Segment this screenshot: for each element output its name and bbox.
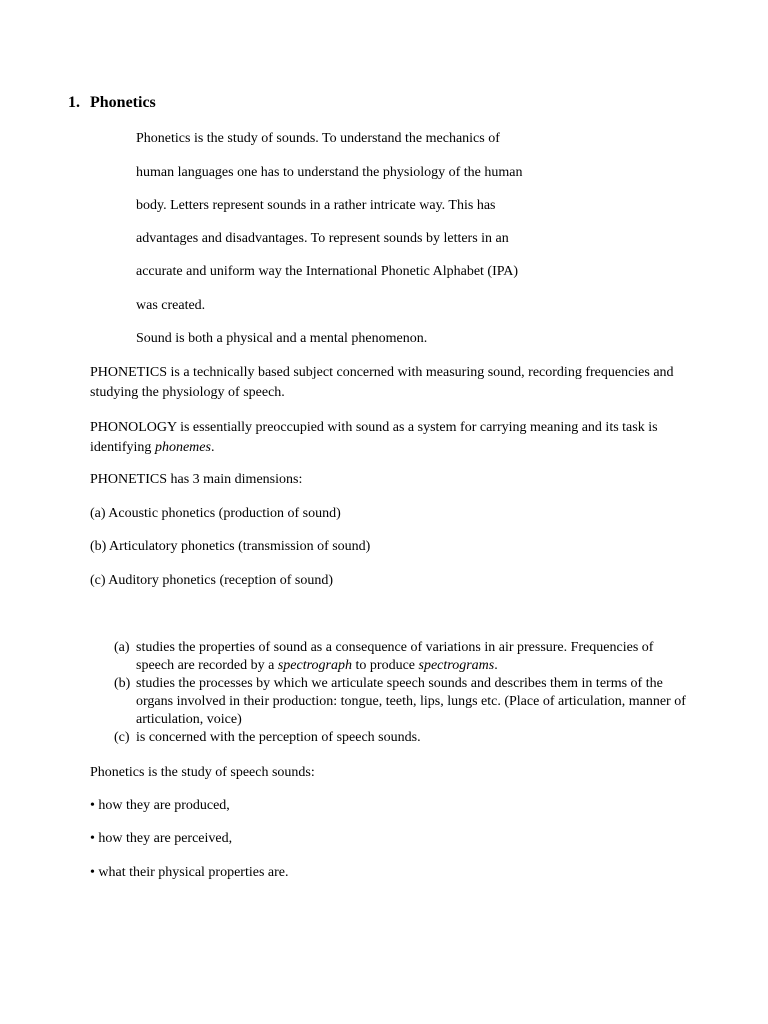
spectrograms-term: spectrograms [418, 658, 495, 673]
list-text: studies the properties of sound as a consequence of variations in air pressure. Frequencies of speech are recorded by a spectrograph to produce spectrograms. [136, 640, 654, 673]
list-text: is concerned with the perception of speech sounds. [136, 730, 421, 745]
bullet-item: • how they are produced, [90, 798, 230, 813]
spectrograph-term: spectrograph [277, 658, 353, 673]
list-item [114, 675, 694, 729]
intro-line: was created. [136, 298, 206, 313]
intro-line: human languages one has to understand the physiology of the human [136, 165, 523, 180]
intro-line: Sound is both a physical and a mental phenomenon. [136, 331, 428, 346]
dimension-item: (a) Acoustic phonetics (production of sound) [90, 506, 341, 521]
intro-line: accurate and uniform way the International Phonetic Alphabet (IPA) [136, 264, 519, 279]
phonology-end: . [210, 440, 215, 455]
list-item [114, 729, 694, 747]
list-marker: (b) [114, 676, 131, 691]
list-text: studies the processes by which we articulate speech sounds and describes them in terms of the organs involved in their production: tongue, teeth, lips, lungs etc. (Place of articulation, manner of articulation, voice) [136, 676, 686, 727]
section-title: Phonetics [90, 94, 156, 111]
dimensions-intro: PHONETICS has 3 main dimensions: [90, 472, 303, 487]
phonology-text: PHONOLOGY is essentially preoccupied with sound as a system for carrying meaning and its task is identifying [90, 420, 658, 455]
phonemes-term: phonemes [154, 440, 211, 455]
section-heading [68, 94, 156, 112]
dimension-item: (c) Auditory phonetics (reception of sound) [90, 573, 333, 588]
dimension-item: (b) Articulatory phonetics (transmission of sound) [90, 539, 371, 554]
bullet-item: • how they are perceived, [90, 831, 233, 846]
list-item [114, 639, 694, 675]
summary-intro: Phonetics is the study of speech sounds: [90, 765, 315, 780]
intro-line: Phonetics is the study of sounds. To understand the mechanics of [136, 131, 500, 146]
list-marker: (c) [114, 730, 130, 745]
list-marker: (a) [114, 640, 130, 655]
phonology-definition [90, 418, 680, 458]
intro-line: body. Letters represent sounds in a rather intricate way. This has [136, 198, 496, 213]
explanations-list [114, 639, 694, 747]
section-number: 1. [68, 94, 80, 111]
intro-line: advantages and disadvantages. To represent sounds by letters in an [136, 231, 509, 246]
bullet-item: • what their physical properties are. [90, 865, 289, 880]
phonetics-definition: PHONETICS is a technically based subject concerned with measuring sound, recording frequencies and studying the physiology of speech. [90, 365, 674, 400]
